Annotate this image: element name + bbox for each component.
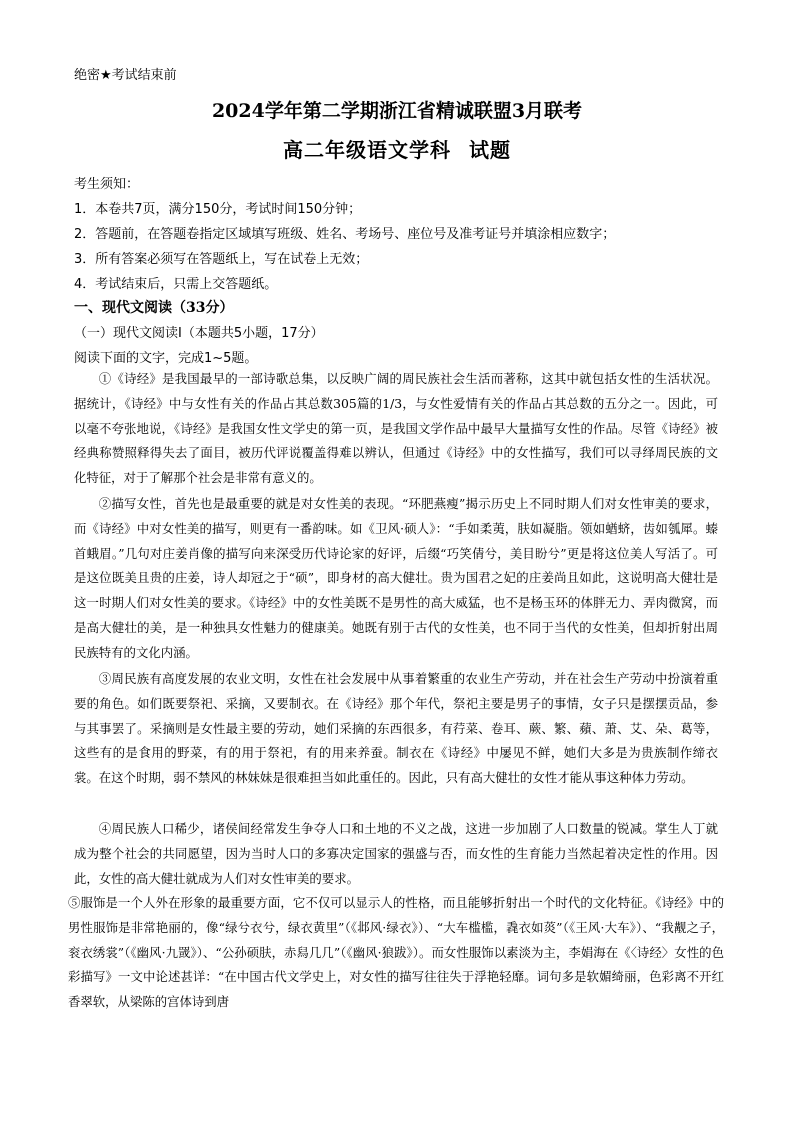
reading-instruction: 阅读下面的文字，完成1~5题。 [74, 351, 258, 366]
exam-title: 2024学年第二学期浙江省精诚联盟3月联考 [211, 100, 583, 122]
paragraph-1: ①《诗经》是我国最早的一部诗歌总集，以反映广阔的周民族社会生活而著称，这其中就包括女性的生活状况。据统计，《诗经》中与女性有关的作品占其总数305篇的1/3，与女性爱情有关的作品占其总数的五分之一。因此，可以毫不夸张地说，《诗经》是我国女性文学史的第一页，是我国文学作品中最早大量描写女性的作品。尽管《诗经》被经典称赞照释得失去了面目，被历代评说覆盖得难以辨认，但通过《诗经》中的女性描写，我们可以寻绎周民族的文化特征，对于了解那个社会是非常有意义的。 [74, 371, 718, 486]
notice-item-3: 3．所有答案必须写在答题纸上，写在试卷上无效； [74, 252, 369, 267]
notice-item-2: 2．答题前，在答题卷指定区域填写班级、姓名、考场号、座位号及准考证号并填涂相应数字； [74, 227, 616, 242]
subtitle-paper: 试题 [469, 138, 511, 162]
paragraph-3: ③周民族有高度发展的农业文明，女性在社会发展中从事着繁重的农业生产劳动，并在社会生产劳动中扮演着重要的角色。如们既要祭祀、采摘，又要制衣。在《诗经》那个年代，祭祀主要是男子的事情，女子只是摆摆贡品，参与其事罢了。采摘则是女性最主要的劳动，她们采摘的东西很多，有荇菜、卷耳、蕨、繁、蘋、萧、艾、朵、葛等，这些有的是食用的野菜，有的用于祭祀，有的用来养蚕。制衣在《诗经》中屡见不鲜，她们大多是为贵族制作缔衣裳。在这个时期，弱不禁风的林妹妹是很难担当如此重任的。因此，只有高大健壮的女性才能从事这种体力劳动。 [74, 671, 718, 786]
paragraph-5: ⑤服饰是一个人外在形象的最重要方面，它不仅可以显示人的性格，而且能够折射出一个时代的文化特征。《诗经》中的男性服饰是非常艳丽的，像“绿兮衣兮，绿衣黄里”（《邶风·绿衣》）、“大车槛槛，毳衣如菼”（《王风·大车》）、“我觏之子，衮衣绣裳”（《幽风·九罭》）、“公孙硕肤，赤舄几几”（《幽风·狼跋》）。而女性服饰以素淡为主，李娟海在《〈诗经〉女性的色彩描写》一文中论述甚详：“在中国古代文学史上，对女性的描写往往失于浮艳轻靡。词句多是软媚绮丽，色彩离不开红香翠软，从梁陈的宫体诗到唐 [68, 895, 724, 1010]
section-title: 一、现代文阅读（33分） [74, 300, 234, 316]
subtitle-subject: 高二年级语文学科 [283, 138, 451, 162]
exam-subtitle [0, 134, 794, 163]
notice-item-4: 4．考试结束后，只需上交答题纸。 [74, 277, 278, 292]
subsection-title: （一）现代文阅读Ⅰ（本题共5小题，17分） [74, 326, 324, 341]
notice-item-1: 1．本卷共7页，满分150分，考试时间150分钟； [74, 202, 362, 217]
paragraph-2: ②描写女性，首先也是最重要的就是对女性美的表现。“环肥燕瘦”揭示历史上不同时期人们对女性审美的要求，而《诗经》中对女性美的描写，则更有一番韵味。如《卫风·硕人》：“手如柔荑，肤如凝脂。领如蝤蛴，齿如瓠犀。螓首蛾眉。”几句对庄姜肖像的描写向来深受历代诗论家的好评，后缀“巧笑倩兮，美目盼兮”更是将这位美人写活了。可是这位既美且贵的庄姜，诗人却冠之于“硕”，即身材的高大健壮。贵为国君之妃的庄姜尚且如此，这说明高大健壮是这一时期人们对女性美的要求。《诗经》中的女性美既不是男性的高大威猛，也不是杨玉环的体胖无力、弄肉微窝，而是高大健壮的美，是一种独具女性魅力的健康美。她既有别于古代的女性美，也不同于当代的女性美，但却折射出周民族特有的文化内涵。 [74, 496, 718, 660]
confidential-mark: 绝密★考试结束前 [74, 68, 177, 83]
paragraph-4: ④周民族人口稀少，诸侯间经常发生争夺人口和土地的不义之战，这进一步加剧了人口数量的锐减。掌生人丁就成为整个社会的共同愿望，因为当时人口的多寡决定国家的强盛与否，而女性的生育能力当然起着决定性的作用。因此，女性的高大健壮就成为人们对女性审美的要求。 [74, 821, 718, 886]
notice-heading: 考生须知： [74, 177, 140, 192]
